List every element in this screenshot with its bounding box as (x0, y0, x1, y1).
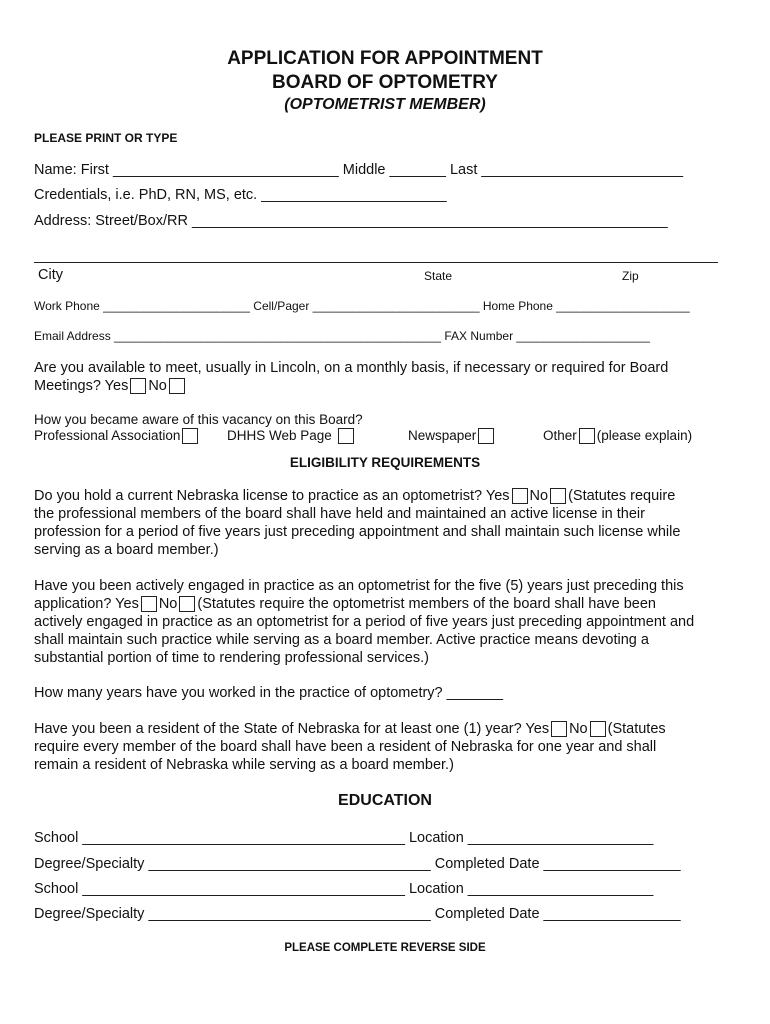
residency-no-checkbox[interactable] (590, 721, 606, 737)
print-instructions: PLEASE PRINT OR TYPE (34, 131, 178, 145)
newspaper-checkbox[interactable] (478, 428, 494, 444)
license-question: Do you hold a current Nebraska license to practice as an optometrist? Yes (34, 488, 510, 504)
vacancy-question: How you became aware of this vacancy on this Board? (34, 412, 363, 427)
address-second-line[interactable] (34, 262, 718, 263)
practice-question: application? Yes (34, 596, 139, 612)
email-fax-line[interactable]: Email Address _________________________________________________ FAX Number ____________________ (34, 329, 650, 343)
practice-statute-line5: substantial portion of time to rendering professional services.) (34, 650, 429, 666)
state-label: State (424, 269, 453, 283)
residency-yes-checkbox[interactable] (551, 721, 567, 737)
practice-no-label: No (158, 596, 178, 612)
city-label: City (38, 267, 63, 283)
residency-question: Have you been a resident of the State of Nebraska for at least one (1) year? Yes (34, 721, 550, 737)
practice-question-row (34, 596, 656, 612)
please-explain-label: (please explain) (596, 428, 693, 443)
availability-answer-row (34, 378, 187, 394)
availability-no-checkbox[interactable] (169, 378, 185, 394)
education-school-row-2[interactable]: School ________________________________________ Location _______________________ (34, 881, 654, 897)
form-title-line2: BOARD OF OPTOMETRY (272, 72, 498, 93)
license-statute-line4: serving as a board member.) (34, 542, 219, 558)
license-no-label: No (529, 488, 549, 504)
vacancy-option-newspaper (408, 428, 496, 444)
residency-statute-start: (Statutes (607, 721, 666, 737)
professional-association-label: Professional Association (34, 428, 181, 443)
vacancy-option-professional (34, 428, 200, 444)
license-statute-line3: profession for a period of five years just preceding appointment and shall maintain such license while (34, 524, 681, 540)
residency-statute-line3: remain a resident of Nebraska while serving as a board member.) (34, 757, 454, 773)
form-title-line1: APPLICATION FOR APPOINTMENT (227, 48, 543, 69)
credentials-field-line[interactable]: Credentials, i.e. PhD, RN, MS, etc. _______________________ (34, 187, 447, 203)
professional-association-checkbox[interactable] (182, 428, 198, 444)
practice-statute-start: (Statutes require the optometrist members of the board shall have been (197, 596, 656, 612)
phone-fields-line[interactable]: Work Phone ______________________ Cell/Pager _________________________ Home Phone ____________________ (34, 299, 690, 313)
practice-yes-checkbox[interactable] (141, 596, 157, 612)
practice-statute-line3: actively engaged in practice as an optometrist for a period of five years just preceding appointment and (34, 614, 695, 630)
practice-statute-line4: shall maintain such practice while serving as a board member. Active practice means devoting a (34, 632, 649, 648)
license-statute-line2: the professional members of the board shall have held and maintained an active license in their (34, 506, 645, 522)
eligibility-heading: ELIGIBILITY REQUIREMENTS (289, 455, 481, 470)
residency-statute-line2: require every member of the board shall have been a resident of Nebraska for one year and shall (34, 739, 657, 755)
license-no-checkbox[interactable] (550, 488, 566, 504)
availability-question: Are you available to meet, usually in Lincoln, on a monthly basis, if necessary or required for Board (34, 360, 669, 376)
other-label: Other (543, 428, 577, 443)
practice-question-line1: Have you been actively engaged in practice as an optometrist for the five (5) years just preceding this (34, 578, 684, 594)
education-school-row-1[interactable]: School ________________________________________ Location _______________________ (34, 830, 654, 846)
form-subtitle: (OPTOMETRIST MEMBER) (284, 96, 486, 113)
license-yes-checkbox[interactable] (512, 488, 528, 504)
education-degree-row-2[interactable]: Degree/Specialty ___________________________________ Completed Date _________________ (34, 906, 681, 922)
vacancy-option-other (543, 428, 692, 444)
address-field-line[interactable]: Address: Street/Box/RR ___________________________________________________________ (34, 213, 668, 229)
residency-no-label: No (569, 721, 588, 737)
education-degree-row-1[interactable]: Degree/Specialty ___________________________________ Completed Date _________________ (34, 856, 681, 872)
zip-label: Zip (622, 269, 639, 283)
availability-no-label: No (148, 378, 167, 394)
reverse-side-note: PLEASE COMPLETE REVERSE SIDE (284, 942, 486, 954)
name-field-line[interactable]: Name: First ____________________________ Middle _______ Last _________________________ (34, 162, 684, 178)
newspaper-label: Newspaper (408, 428, 477, 443)
dhhs-web-page-label: DHHS Web Page (227, 428, 332, 443)
other-checkbox[interactable] (579, 428, 595, 444)
availability-question-end: Meetings? Yes (34, 378, 129, 394)
years-question[interactable]: How many years have you worked in the practice of optometry? _______ (34, 685, 504, 701)
license-question-row (34, 488, 675, 504)
practice-no-checkbox[interactable] (179, 596, 195, 612)
license-statute-start: (Statutes require (568, 488, 676, 504)
availability-yes-checkbox[interactable] (130, 378, 146, 394)
education-heading: EDUCATION (338, 792, 432, 809)
vacancy-option-dhhs (227, 428, 356, 444)
residency-question-row (34, 721, 666, 737)
dhhs-web-page-checkbox[interactable] (338, 428, 354, 444)
